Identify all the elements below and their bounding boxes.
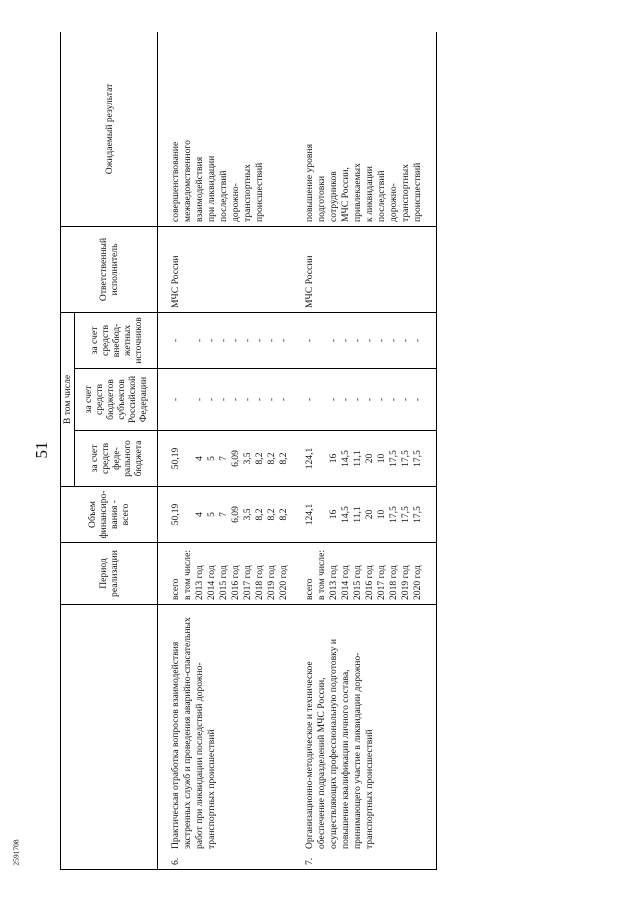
result-cell-line: дорожно- xyxy=(230,183,241,222)
regional-cell-line: - xyxy=(242,397,253,402)
measure-cell xyxy=(168,605,292,870)
period-cell-line: 2017 год xyxy=(242,565,253,600)
extra-cell-line: - xyxy=(340,338,351,343)
regional-cell-line: - xyxy=(218,397,229,402)
period-cell-line: в том числе: xyxy=(182,549,193,600)
extra-cell-line xyxy=(316,317,328,364)
spacer-cell xyxy=(292,226,302,312)
total-cell-line: 7 xyxy=(218,512,229,517)
total-cell-line: 11,1 xyxy=(352,506,363,523)
regional-cell-line: - xyxy=(340,397,351,402)
federal-cell-line: 50,19 xyxy=(170,447,181,470)
regional-cell-line: - xyxy=(328,397,339,402)
federal-cell-line: 8,2 xyxy=(254,452,265,465)
spacer-cell xyxy=(158,226,168,312)
measure-wrap xyxy=(304,609,376,865)
spacer-cell xyxy=(426,369,437,431)
row-spacer xyxy=(158,32,168,870)
spacer-cell xyxy=(426,431,437,487)
spacer-cell xyxy=(158,543,168,605)
spacer-cell xyxy=(426,543,437,605)
total-cell-line: 14,5 xyxy=(340,506,351,523)
spacer-cell xyxy=(292,312,302,368)
spacer-cell xyxy=(158,487,168,543)
regional-cell-line xyxy=(182,373,194,426)
regional-cell-line: - xyxy=(194,397,205,402)
spacer-cell xyxy=(158,431,168,487)
spacer-cell xyxy=(158,605,168,870)
federal-cell-line: 17,5 xyxy=(412,450,423,467)
row-spacer xyxy=(426,32,437,870)
program-table xyxy=(60,32,437,870)
spacer-cell xyxy=(158,32,168,226)
regional-cell-line: - xyxy=(230,397,241,402)
regional-cell xyxy=(302,369,426,431)
result-cell-line: сотрудников xyxy=(328,171,339,222)
regional-cell-line: - xyxy=(364,397,375,402)
regional-cell-line: - xyxy=(376,397,387,402)
result-cell-line: межведомственного xyxy=(182,140,193,222)
total-cell-line: 20 xyxy=(364,509,375,520)
period-cell xyxy=(168,543,292,605)
federal-cell-line: 8,2 xyxy=(278,452,289,465)
spacer-cell xyxy=(158,312,168,368)
spacer-cell xyxy=(426,226,437,312)
federal-cell-line: 4 xyxy=(194,456,205,461)
measure-number: 6. xyxy=(170,857,181,865)
total-cell-line: 17,5 xyxy=(400,506,411,523)
result-cell-line: повышение уровня xyxy=(304,144,315,222)
federal-cell-line: 8,2 xyxy=(266,452,277,465)
spacer-cell xyxy=(426,605,437,870)
total-cell-line: 8,2 xyxy=(266,508,277,521)
measure-number: 7. xyxy=(304,857,315,865)
regional-cell-line: - xyxy=(170,397,181,402)
total-cell-line: 16 xyxy=(328,509,339,520)
extra-cell xyxy=(168,312,292,368)
total-cell-line: 17,5 xyxy=(388,506,399,523)
result-cell-line: МЧС России, xyxy=(340,167,351,222)
spacer-cell xyxy=(292,431,302,487)
extra-cell-line: - xyxy=(364,338,375,343)
total-cell xyxy=(302,487,426,543)
period-cell-line: 2018 год xyxy=(254,565,265,600)
extra-cell xyxy=(302,312,426,368)
result-cell-line: привлекаемых xyxy=(352,163,363,222)
rotated-page-area xyxy=(60,32,616,870)
regional-cell-line: - xyxy=(412,397,423,402)
total-cell-line: 5 xyxy=(206,512,217,517)
federal-cell-line: 10 xyxy=(376,453,387,464)
header-regional: за счет средств бюджетов субъектов Российской Федерации xyxy=(75,369,158,431)
spacer-cell xyxy=(292,369,302,431)
extra-cell-line: - xyxy=(412,338,423,343)
header-row-1 xyxy=(61,32,75,870)
result-cell-line: последствий xyxy=(218,170,229,222)
result-cell-line: происшествий xyxy=(254,162,265,222)
header-measure xyxy=(61,605,158,870)
spacer-cell xyxy=(292,605,302,870)
period-cell-line: 2013 год xyxy=(328,565,339,600)
total-cell-line: 6,09 xyxy=(230,506,241,523)
federal-cell xyxy=(302,431,426,487)
result-cell-line: дорожно- xyxy=(388,183,399,222)
extra-cell-line: - xyxy=(278,338,289,343)
measure-wrap xyxy=(170,609,218,865)
extra-cell-line: - xyxy=(388,338,399,343)
spacer-cell xyxy=(426,487,437,543)
regional-cell-line: - xyxy=(254,397,265,402)
regional-cell-line: - xyxy=(388,397,399,402)
row-spacer xyxy=(292,32,302,870)
period-cell-line: 2017 год xyxy=(376,565,387,600)
regional-cell-line: - xyxy=(352,397,363,402)
regional-cell-line: - xyxy=(400,397,411,402)
result-cell xyxy=(302,32,426,226)
spacer-cell xyxy=(426,312,437,368)
total-cell xyxy=(168,487,292,543)
extra-cell-line: - xyxy=(230,338,241,343)
period-cell-line: 2016 год xyxy=(364,565,375,600)
result-cell-line: транспортных xyxy=(242,164,253,222)
period-cell-line: 2014 год xyxy=(340,565,351,600)
period-cell-line: 2013 год xyxy=(194,565,205,600)
header-period: Период реализации xyxy=(61,543,158,605)
result-cell-line: последствий xyxy=(376,170,387,222)
total-cell-line: 50,19 xyxy=(170,503,181,526)
federal-cell xyxy=(168,431,292,487)
extra-cell-line: - xyxy=(254,338,265,343)
regional-cell xyxy=(168,369,292,431)
federal-cell-line: 124,1 xyxy=(304,447,315,470)
result-cell-line: при ликвидации xyxy=(206,155,217,222)
regional-cell-line: - xyxy=(206,397,217,402)
extra-cell-line: - xyxy=(328,338,339,343)
total-cell-line: 8,2 xyxy=(278,508,289,521)
executor-cell: МЧС России xyxy=(168,226,292,312)
period-cell-line: 2019 год xyxy=(266,565,277,600)
regional-cell-line xyxy=(316,373,328,426)
period-cell-line: 2018 год xyxy=(388,565,399,600)
page-number: 51 xyxy=(32,441,51,459)
header-executor: Ответственный исполнитель xyxy=(61,226,158,312)
measure-cell xyxy=(302,605,426,870)
federal-cell-line xyxy=(316,435,328,482)
table-body xyxy=(158,32,437,870)
total-cell-line: 124,1 xyxy=(304,503,315,526)
rotated-content xyxy=(60,32,616,870)
federal-cell-line: 11,1 xyxy=(352,450,363,467)
result-cell-line: совершенствование xyxy=(170,141,181,222)
period-cell-line: 2015 год xyxy=(352,565,363,600)
period-cell-line: 2020 год xyxy=(412,565,423,600)
result-cell-line: транспортных xyxy=(400,164,411,222)
regional-cell-line: - xyxy=(278,397,289,402)
extra-cell-line: - xyxy=(352,338,363,343)
spacer-cell xyxy=(292,543,302,605)
header-result: Ожидаемый результат xyxy=(61,32,158,226)
federal-cell-line xyxy=(182,435,194,482)
total-cell-line: 4 xyxy=(194,512,205,517)
result-cell xyxy=(168,32,292,226)
extra-cell-line: - xyxy=(266,338,277,343)
federal-cell-line: 5 xyxy=(206,456,217,461)
period-cell-line: 2015 год xyxy=(218,565,229,600)
measure-text: Практическая отработка вопросов взаимодействия экстренных служб и проведения аварийно-спасательных работ при ликвидации последствий дорожно-транспортных происшествий xyxy=(170,617,217,849)
extra-cell-line xyxy=(182,317,194,364)
extra-cell-line: - xyxy=(170,338,181,343)
extra-cell-line: - xyxy=(218,338,229,343)
period-cell-line: в том числе: xyxy=(316,549,327,600)
executor-cell: МЧС России xyxy=(302,226,426,312)
result-cell-line: происшествий xyxy=(412,162,423,222)
table-row xyxy=(168,32,292,870)
spacer-cell xyxy=(292,487,302,543)
federal-cell-line: 17,5 xyxy=(388,450,399,467)
spacer-cell xyxy=(292,32,302,226)
total-cell-line: 17,5 xyxy=(412,506,423,523)
federal-cell-line: 14,5 xyxy=(340,450,351,467)
period-cell-line: всего xyxy=(170,578,181,600)
extra-cell-line: - xyxy=(376,338,387,343)
table-row xyxy=(302,32,426,870)
extra-cell-line: - xyxy=(400,338,411,343)
header-extra: за счет средств внебюд- жетных источников xyxy=(75,312,158,368)
extra-cell-line: - xyxy=(206,338,217,343)
header-federal: за счет средств феде- рального бюджета xyxy=(75,431,158,487)
total-cell-line xyxy=(316,491,328,538)
result-cell-line: взаимодействия xyxy=(194,156,205,222)
federal-cell-line: 20 xyxy=(364,453,375,464)
period-cell-line: всего xyxy=(304,578,315,600)
total-cell-line: 3,5 xyxy=(242,508,253,521)
extra-cell-line: - xyxy=(242,338,253,343)
federal-cell-line: 3,5 xyxy=(242,452,253,465)
period-cell-line: 2020 год xyxy=(278,565,289,600)
spacer-cell xyxy=(426,32,437,226)
regional-cell-line: - xyxy=(304,397,315,402)
federal-cell-line: 7 xyxy=(218,456,229,461)
document-code: 2591708 xyxy=(11,839,21,866)
federal-cell-line: 16 xyxy=(328,453,339,464)
total-cell-line: 10 xyxy=(376,509,387,520)
period-cell-line: 2014 год xyxy=(206,565,217,600)
period-cell-line: 2019 год xyxy=(400,565,411,600)
header-total: Объем финансиро- вания - всего xyxy=(61,487,158,543)
federal-cell-line: 6,09 xyxy=(230,450,241,467)
result-cell-line: к ликвидации xyxy=(364,166,375,222)
period-cell-line: 2016 год xyxy=(230,565,241,600)
extra-cell-line: - xyxy=(304,338,315,343)
extra-cell-line: - xyxy=(194,338,205,343)
total-cell-line: 8,2 xyxy=(254,508,265,521)
federal-cell-line: 17,5 xyxy=(400,450,411,467)
spacer-cell xyxy=(158,369,168,431)
total-cell-line xyxy=(182,491,194,538)
header-incl: В том числе xyxy=(61,312,75,486)
regional-cell-line: - xyxy=(266,397,277,402)
measure-text: Организационно-методическое и техническое обеспечение подразделений МЧС России, осуществляющих профессиональную подготовку и повышение квалификации личного состава, принимающего участие в ликвидации дорожно-транспортных происшествий xyxy=(304,639,375,849)
result-cell-line: подготовки xyxy=(316,175,327,222)
period-cell xyxy=(302,543,426,605)
